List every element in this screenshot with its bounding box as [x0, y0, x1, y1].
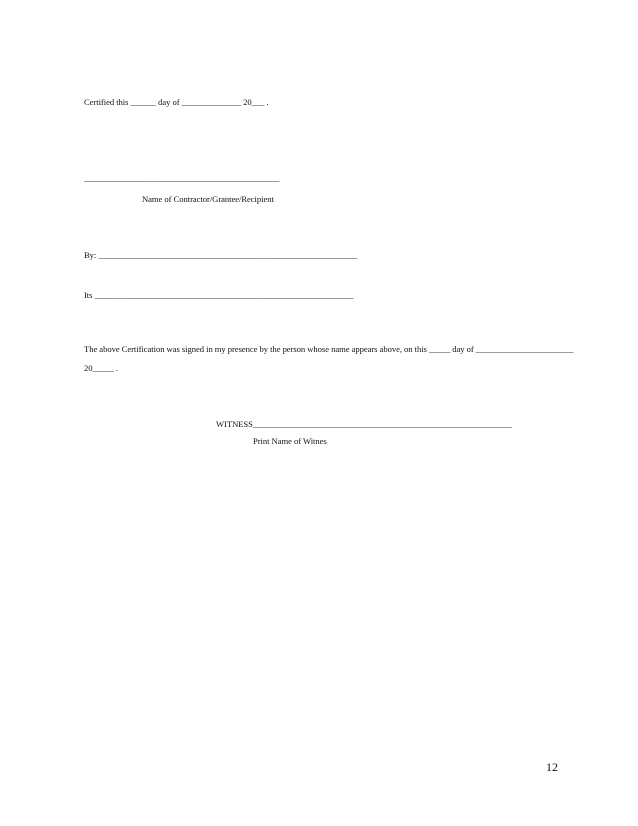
witness-signature-line: WITNESS_____________________________________________________________: [216, 419, 512, 429]
its-title-line: Its _____________________________________________________________: [84, 290, 354, 300]
contractor-name-blank: ______________________________________________: [84, 173, 280, 183]
by-signature-line: By: _____________________________________________________________: [84, 250, 358, 260]
certification-year-line: 20_____ .: [84, 363, 118, 373]
certified-date-line: Certified this ______ day of ______________ 20___ .: [84, 97, 269, 107]
page-number: 12: [546, 760, 558, 774]
contractor-name-label: Name of Contractor/Grantee/Recipient: [142, 194, 274, 204]
certification-statement: The above Certification was signed in my presence by the person whose name appears above, on this _____ day of _______________________: [84, 344, 574, 354]
witness-name-label: Print Name of Witnes: [253, 436, 327, 446]
